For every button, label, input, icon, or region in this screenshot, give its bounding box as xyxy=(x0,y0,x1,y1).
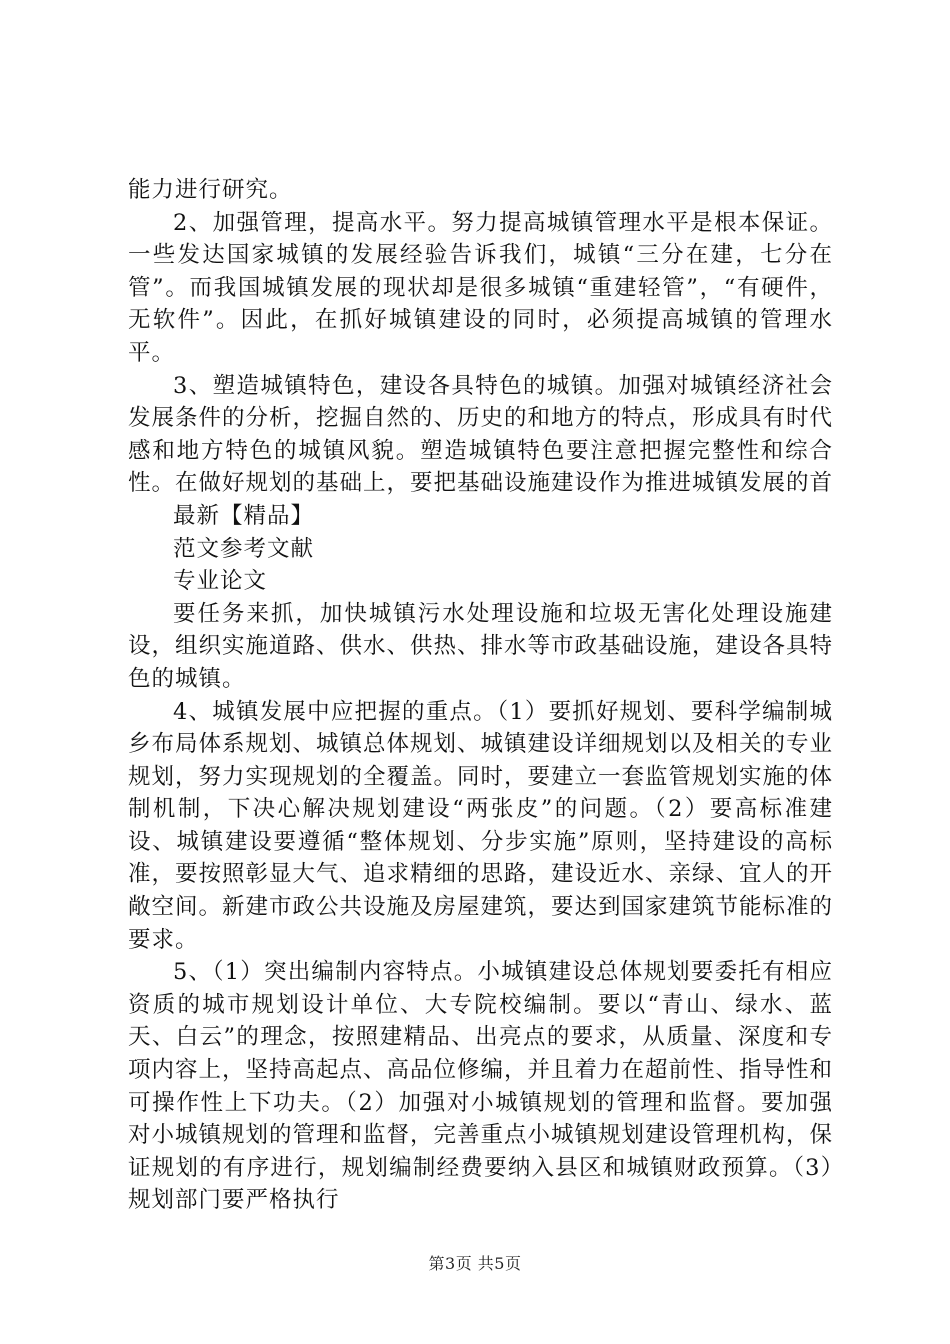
page-number-footer: 第3页 共5页 xyxy=(428,1254,522,1273)
paragraph-key-points: 4、城镇发展中应把握的重点。（1）要抓好规划、要科学编制城乡布局体系规划、城镇总体规划、城镇建设详细规划以及相关的专业规划，努力实现规划的全覆盖。同时，要建立一套监管规划实施的体制机制，下决心解决规划建设“两张皮”的问题。（2）要高标准建设、城镇建设要遵循“整体规划、分步实施”原则，坚持建设的高标准，要按照彰显大气、追求精细的思路，建设近水、亲绿、宜人的开敞空间。新建市政公共设施及房屋建筑，要达到国家建筑节能标准的要求。 xyxy=(128,698,834,953)
inserted-line-references: 范文参考文献 xyxy=(173,535,315,562)
paragraph-continuation: 能力进行研究。 xyxy=(128,177,293,203)
inserted-line-papers: 专业论文 xyxy=(173,568,268,595)
paragraph-infrastructure: 要任务来抓，加快城镇污水处理设施和垃圾无害化处理设施建设，组织实施道路、供水、供热、排水等市政基础设施，建设各具特色的城镇。 xyxy=(128,600,834,692)
paragraph-town-character: 3、塑造城镇特色，建设各具特色的城镇。加强对城镇经济社会发展条件的分析，挖掘自然的、历史的和地方的特点，形成具有时代感和地方特色的城镇风貌。塑造城镇特色要注意把握完整性和综合性。在做好规划的基础上，要把基础设施建设作为推进城镇发展的首 xyxy=(128,372,834,497)
paragraph-planning: 5、（1）突出编制内容特点。小城镇建设总体规划要委托有相应资质的城市规划设计单位、大专院校编制。要以“青山、绿水、蓝天、白云”的理念，按照建精品、出亮点的要求，从质量、深度和专项内容上，坚持高起点、高品位修编，并且着力在超前性、指导性和可操作性上下功夫。（2）加强对小城镇规划的管理和监督。要加强对小城镇规划的管理和监督，完善重点小城镇规划建设管理机构，保证规划的有序进行，规划编制经费要纳入县区和城镇财政预算。（3）规划部门要严格执行 xyxy=(128,959,834,1214)
paragraph-management: 2、加强管理，提高水平。努力提高城镇管理水平是根本保证。一些发达国家城镇的发展经验告诉我们，城镇“三分在建，七分在管”。而我国城镇发展的现状却是很多城镇“重建轻管”，“有硬件，无软件”。因此，在抓好城镇建设的同时，必须提高城镇的管理水平。 xyxy=(128,209,833,366)
inserted-line-latest: 最新【精品】 xyxy=(173,502,315,529)
document-body xyxy=(128,174,833,1217)
